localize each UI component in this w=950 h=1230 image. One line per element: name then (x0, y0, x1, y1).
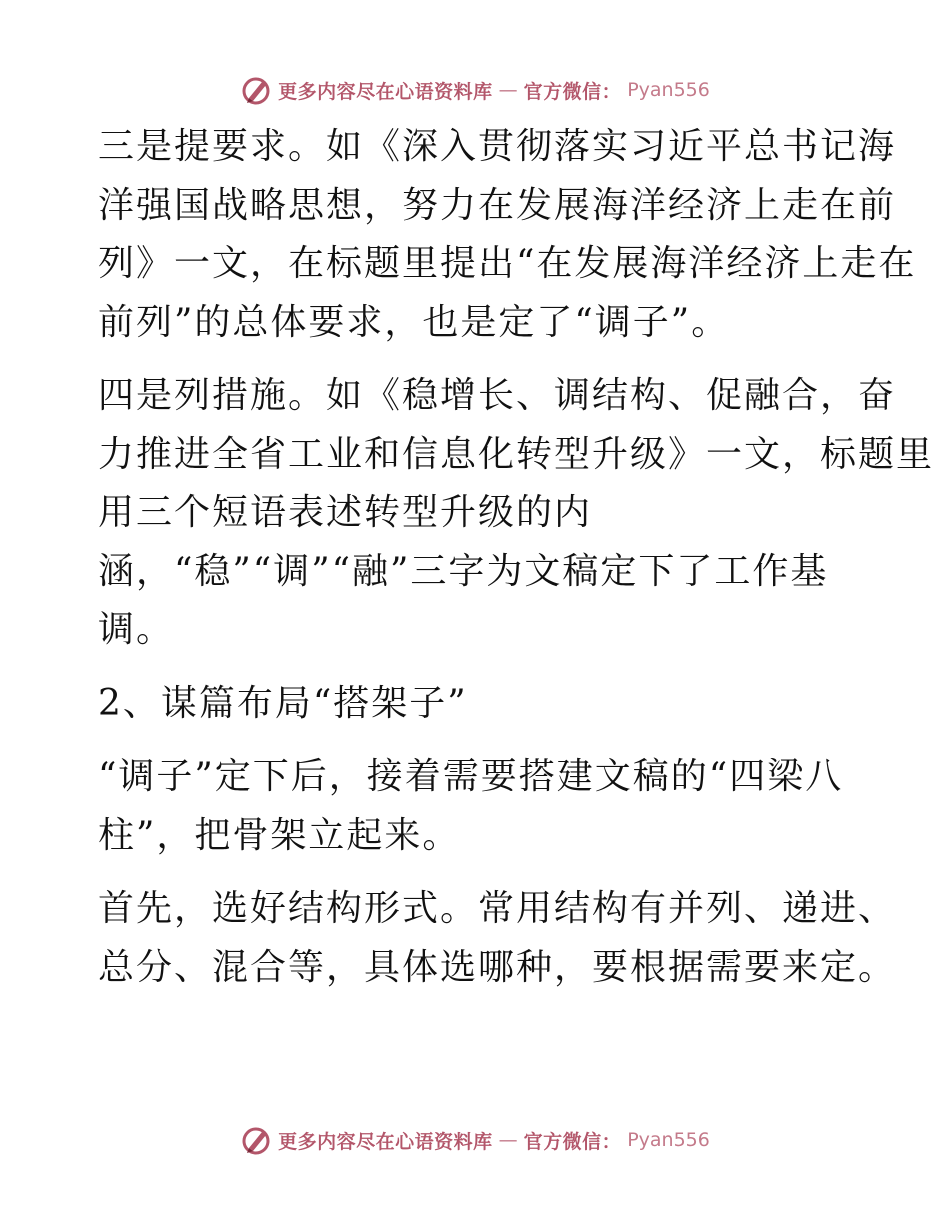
text-line: 四是列措施。如《稳增长、调结构、促融合，奋 (98, 375, 897, 416)
text-line: 力推进全省工业和信息化转型升级》一文，标题里 (98, 433, 935, 475)
watermark-title: 更多内容尽在心语资料库 (278, 1130, 493, 1153)
watermark-wechat-id: Pyan556 (627, 79, 710, 101)
text-line: 2、谋篇布局“搭架子” (98, 682, 468, 724)
watermark-title: 更多内容尽在心语资料库 (278, 80, 493, 103)
text-line: 涵，“稳”“调”“融”三字为文稿定下了工作基 (98, 550, 829, 592)
watermark-wechat-id: Pyan556 (627, 1129, 710, 1151)
text-line: 总分、混合等，具体选哪种，要根据需要来定。 (98, 946, 897, 988)
text-line: “调子”定下后，接着需要搭建文稿的“四梁八 (98, 756, 844, 797)
watermark-dash: — (498, 1129, 518, 1151)
watermark-official-label: 官方微信： (523, 80, 622, 103)
text-line: 柱”，把骨架立起来。 (98, 814, 461, 856)
header-watermark (0, 70, 950, 110)
paragraph-measures (98, 367, 935, 660)
pen-logo-icon (240, 1124, 272, 1156)
text-line: 首先，选好结构形式。常用结构有并列、递进、 (98, 888, 897, 929)
watermark-official-label: 官方微信： (523, 1130, 622, 1153)
text-line: 前列”的总体要求，也是定了“调子”。 (98, 301, 730, 343)
paragraph-structure (98, 880, 897, 997)
text-line: 列》一文，在标题里提出“在发展海洋经济上走在 (98, 243, 917, 284)
text-line: 三是提要求。如《深入贯彻落实习近平总书记海 (98, 126, 897, 167)
paragraph-framework (98, 748, 858, 865)
section-heading (98, 675, 858, 734)
text-line: 调。 (98, 609, 175, 650)
text-line: 洋强国战略思想，努力在发展海洋经济上走在前 (98, 184, 897, 226)
paragraph-requirements (98, 118, 917, 352)
footer-watermark (0, 1120, 950, 1160)
pen-logo-icon (240, 74, 272, 106)
document-body (98, 118, 935, 1012)
text-line: 用三个短语表述转型升级的内 (98, 492, 593, 533)
watermark-dash: — (498, 79, 518, 101)
